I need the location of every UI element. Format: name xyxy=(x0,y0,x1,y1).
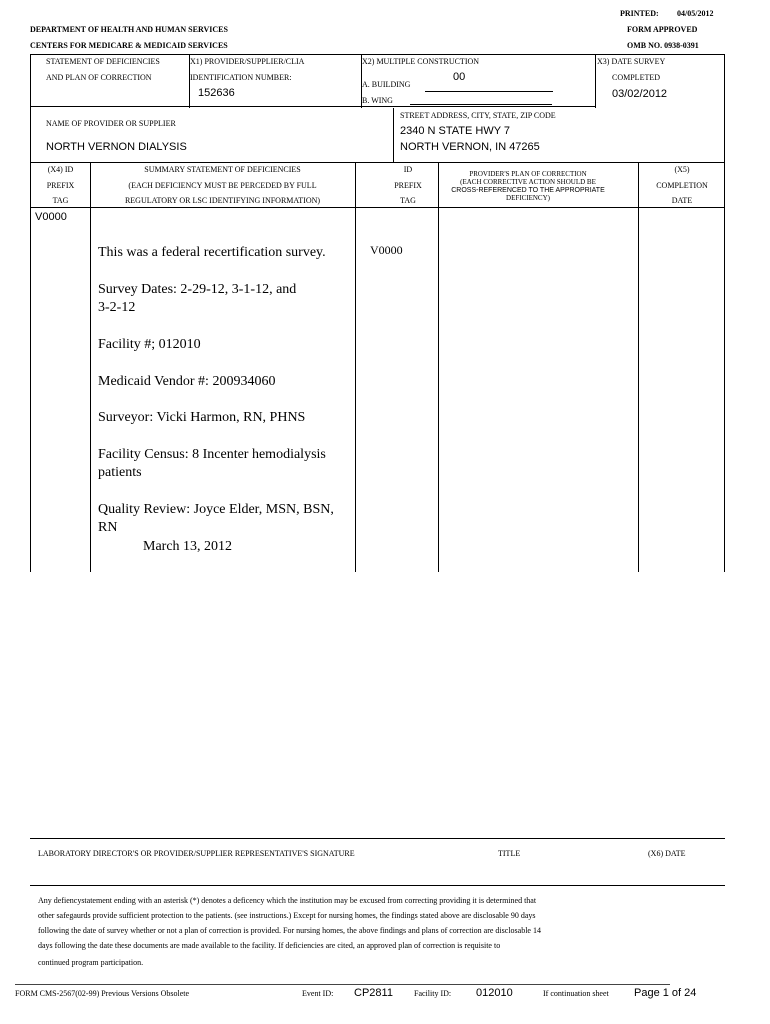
wing-underline xyxy=(410,104,552,105)
building-underline xyxy=(425,91,553,92)
disclaimer-line-3: following the date of survey whether or not a plan of correction is provided. For nursing homes, the above findings and plans of correction are disclosable 14 xyxy=(38,926,541,935)
x3-divider xyxy=(595,54,596,108)
col-line-prefix xyxy=(90,162,91,572)
signature-bottom-border xyxy=(30,885,725,886)
centers-name: CENTERS FOR MEDICARE & MEDICAID SERVICES xyxy=(30,41,228,50)
column-header-bottom-border xyxy=(30,207,725,208)
disclaimer-line-2: other safegaurds provide sufficient protection to the patients. (see instructions.) Except for nursing homes, the findings stated above are disclosable 90 days xyxy=(38,911,536,920)
plan-header-4: DEFICIENCY) xyxy=(506,194,550,202)
col-line-left xyxy=(30,162,31,572)
plan-label: AND PLAN OF CORRECTION xyxy=(46,73,152,82)
disclaimer-line-5: continued program participation. xyxy=(38,958,144,967)
facility-census-text: Facility Census: 8 Incenter hemodialysis xyxy=(98,447,326,462)
x5-header-2: COMPLETION xyxy=(656,181,708,190)
id-header-1: ID xyxy=(403,165,413,174)
director-signature-label: LABORATORY DIRECTOR'S OR PROVIDER/SUPPLIER REPRESENTATIVE'S SIGNATURE xyxy=(38,849,355,858)
provider-name: NORTH VERNON DIALYSIS xyxy=(46,141,187,153)
box-left-border xyxy=(30,54,31,108)
right-prefix-tag: V0000 xyxy=(370,243,403,257)
provider-box-left-border xyxy=(30,108,31,162)
title-label: TITLE xyxy=(498,849,521,858)
x4-header-2: PREFIX xyxy=(46,181,75,190)
provider-box-bottom-border xyxy=(30,162,725,163)
facility-id: 012010 xyxy=(476,987,513,999)
page-number: Page 1 of 24 xyxy=(634,987,697,999)
event-id-label: Event ID: xyxy=(302,989,334,998)
street-address: 2340 N STATE HWY 7 xyxy=(400,125,511,137)
continuation-label: If continuation sheet xyxy=(543,989,609,998)
quality-review-text-2: RN xyxy=(98,520,118,535)
x4-header-3: TAG xyxy=(52,196,69,205)
x2-label: X2) MULTIPLE CONSTRUCTION xyxy=(362,57,480,66)
summary-header-2: (EACH DEFICIENCY MUST BE PERCEDED BY FULL xyxy=(128,181,317,190)
x6-date-label: (X6) DATE xyxy=(648,849,686,858)
statement-label: STATEMENT OF DEFICIENCIES xyxy=(46,57,160,66)
summary-header-1: SUMMARY STATEMENT OF DEFICIENCIES xyxy=(144,165,301,174)
x1-label-2: IDENTIFICATION NUMBER: xyxy=(190,73,292,82)
building-label: A. BUILDING xyxy=(362,80,411,89)
col-line-summary xyxy=(355,162,356,572)
facility-census-text-2: patients xyxy=(98,465,142,480)
form-approved: FORM APPROVED xyxy=(627,25,698,34)
department-name: DEPARTMENT OF HEALTH AND HUMAN SERVICES xyxy=(30,25,228,34)
left-prefix-tag: V0000 xyxy=(35,211,67,223)
top-box-bottom-border xyxy=(30,106,595,107)
col-line-plan xyxy=(638,162,639,572)
building-value: 00 xyxy=(453,71,466,83)
disclaimer-line-1: Any defiencystatement ending with an asterisk (*) denotes a deficency which the institution may be excused from correcting providing it is determined that xyxy=(38,896,537,905)
facility-id-label: Facility ID: xyxy=(414,989,452,998)
disclaimer-line-4: days following the date these documents are made available to the facility. If deficiencies are cited, an approved plan of correction is requisite to xyxy=(38,941,501,950)
x5-header-3: DATE xyxy=(671,196,693,205)
survey-type-text: This was a federal recertification survey. xyxy=(98,245,326,260)
col-line-right xyxy=(724,162,725,572)
quality-review-text: Quality Review: Joyce Elder, MSN, BSN, xyxy=(98,502,334,517)
x3-label: X3) DATE SURVEY xyxy=(597,57,666,66)
form-number: FORM CMS-2567(02-99) Previous Versions Obsolete xyxy=(15,989,190,998)
wing-label: B. WING xyxy=(362,96,393,105)
id-header-3: TAG xyxy=(400,196,416,205)
plan-header-1: PROVIDER'S PLAN OF CORRECTION xyxy=(469,170,587,178)
address-label: STREET ADDRESS, CITY, STATE, ZIP CODE xyxy=(400,111,556,120)
date-completed: 03/02/2012 xyxy=(612,88,668,100)
x4-header-1: (X4) ID xyxy=(47,165,74,174)
printed-date: 04/05/2012 xyxy=(677,9,714,18)
survey-dates-text: Survey Dates: 2-29-12, 3-1-12, and xyxy=(98,282,297,297)
plan-header-3: CROSS-REFERENCED TO THE APPROPRIATE xyxy=(451,187,605,194)
medicaid-vendor-text: Medicaid Vendor #: 200934060 xyxy=(98,374,276,389)
signature-top-border xyxy=(30,838,725,839)
printed-label: PRINTED: xyxy=(620,9,659,18)
col-line-id xyxy=(438,162,439,572)
plan-header-2: (EACH CORRECTIVE ACTION SHOULD BE xyxy=(460,178,596,186)
omb-number: OMB NO. 0938-0391 xyxy=(627,41,699,50)
facility-number-text: Facility #; 012010 xyxy=(98,337,201,352)
summary-header-3: REGULATORY OR LSC IDENTIFYING INFORMATION) xyxy=(124,196,321,205)
provider-name-label: NAME OF PROVIDER OR SUPPLIER xyxy=(46,119,176,128)
completed-label: COMPLETED xyxy=(612,73,660,82)
provider-id: 152636 xyxy=(198,87,235,99)
top-box-border xyxy=(30,54,725,55)
event-id: CP2811 xyxy=(354,987,393,999)
x1-label: X1) PROVIDER/SUPPLIER/CLIA xyxy=(190,57,305,66)
survey-dates-text-2: 3-2-12 xyxy=(98,300,136,315)
review-date-text: March 13, 2012 xyxy=(143,539,233,554)
city-state-zip: NORTH VERNON, IN 47265 xyxy=(400,141,540,153)
id-header-2: PREFIX xyxy=(394,181,422,190)
x5-header-1: (X5) xyxy=(674,165,690,174)
footer-border xyxy=(15,984,670,985)
box-right-border xyxy=(724,54,725,162)
surveyor-text: Surveyor: Vicki Harmon, RN, PHNS xyxy=(98,410,306,425)
address-divider xyxy=(393,108,394,162)
